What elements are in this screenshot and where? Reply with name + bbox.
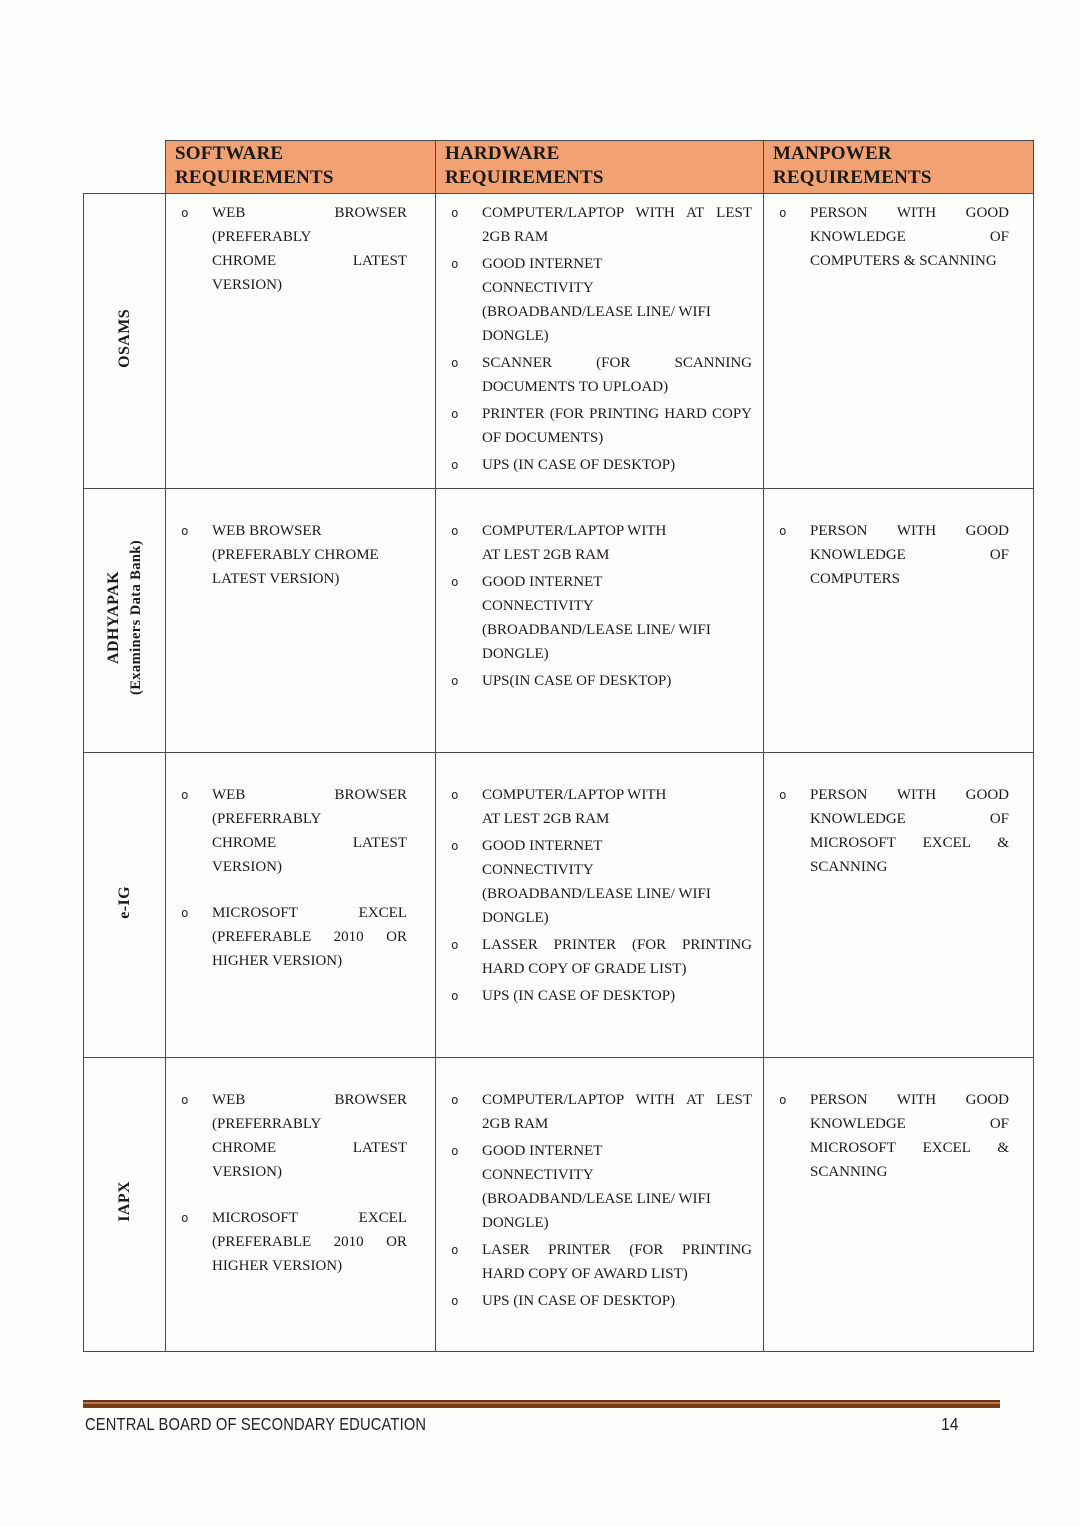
bullet-icon: o (451, 987, 459, 1003)
row-label (102, 540, 148, 695)
text-line: (BROADBAND/LEASE LINE/ WIFI (482, 885, 711, 902)
bullet-icon: o (451, 672, 459, 688)
corner-cell (84, 141, 166, 194)
requirements-table (83, 140, 1034, 1352)
text-line: GOOD INTERNET (482, 837, 603, 854)
text-line: PERSON WITH GOOD KNOWLEDGE OF MICROSOFT EXCEL & SCANNING (810, 786, 1009, 875)
text-line: COMPUTER/LAPTOP WITH AT LEST 2GB RAM (482, 1091, 752, 1132)
table-row-osams (84, 193, 1034, 488)
bullet-item (448, 252, 753, 348)
bullet-item (448, 1139, 753, 1235)
bullet-text (482, 1289, 753, 1313)
text-line: SCANNER (FOR SCANNING DOCUMENTS TO UPLOAD) (482, 354, 752, 395)
table-row-e-ig (84, 752, 1034, 1057)
text-line: MICROSOFT EXCEL (PREFERABLE 2010 OR HIGHER VERSION) (212, 1209, 407, 1274)
bullet-item (448, 1289, 753, 1313)
bullet-text (482, 201, 753, 249)
text-line: WEB BROWSER (212, 786, 407, 803)
manpower-cell (764, 1057, 1034, 1351)
text-line: DONGLE) (482, 327, 549, 344)
row-label-cell (84, 488, 166, 752)
text-line: REQUIREMENTS (175, 167, 334, 189)
bullet-icon: o (779, 1091, 787, 1107)
text-line: REQUIREMENTS (773, 167, 932, 189)
bullet-text (482, 453, 753, 477)
bullet-item (448, 519, 753, 567)
row-label-cell (84, 752, 166, 1057)
bullet-icon: o (451, 1091, 459, 1107)
bullet-text (212, 1088, 425, 1184)
bullet-text (482, 351, 753, 399)
bullet-icon: o (451, 354, 459, 370)
column-header-manpower (764, 141, 1034, 194)
text-line: LATEST VERSION) (212, 570, 340, 587)
text-line: (PREFERRABLY (212, 1115, 322, 1132)
bullet-text (212, 1206, 425, 1278)
bullet-item (448, 402, 753, 450)
bullet-item (178, 201, 425, 297)
table-header-row (84, 141, 1034, 194)
bullet-text (482, 669, 753, 693)
text-line: WEB BROWSER (212, 522, 322, 539)
bullet-icon: o (451, 456, 459, 472)
text-line: PERSON WITH GOOD KNOWLEDGE OF COMPUTERS & SCANNING (810, 204, 1009, 269)
bullet-text (810, 1088, 1023, 1184)
row-label-text: ADHYAPAK (104, 571, 122, 665)
bullet-item (448, 1238, 753, 1286)
text-line: CONNECTIVITY (482, 279, 594, 296)
bullet-item (448, 351, 753, 399)
bullet-text (482, 834, 753, 930)
bullet-item (776, 201, 1023, 273)
bullet-item (448, 783, 753, 831)
bullet-text (482, 1139, 753, 1235)
bullet-item (448, 834, 753, 930)
bullet-icon: o (181, 522, 189, 538)
bullet-item (448, 453, 753, 477)
bullet-text (482, 570, 753, 666)
hardware-cell (436, 752, 764, 1057)
text-line: CHROME LATEST (212, 834, 407, 851)
hardware-cell (436, 488, 764, 752)
bullet-icon: o (451, 936, 459, 952)
row-label (113, 309, 137, 368)
bullet-text (482, 1238, 753, 1286)
software-cell (166, 752, 436, 1057)
table-row-adhyapak (84, 488, 1034, 752)
column-header-software (166, 141, 436, 194)
row-label (113, 886, 137, 919)
text-line: MICROSOFT EXCEL (PREFERABLE 2010 OR HIGHER VERSION) (212, 904, 407, 969)
text-line: (PREFERABLY CHROME (212, 546, 379, 563)
bullet-text (810, 201, 1023, 273)
bullet-icon: o (779, 204, 787, 220)
row-label-cell (84, 1057, 166, 1351)
software-cell (166, 1057, 436, 1351)
text-line: DONGLE) (482, 909, 549, 926)
text-line: (BROADBAND/LEASE LINE/ WIFI (482, 621, 711, 638)
footer-text-row (83, 1414, 1000, 1436)
bullet-item (448, 201, 753, 249)
bullet-item (178, 783, 425, 879)
bullet-item (448, 984, 753, 1008)
text-line: DONGLE) (482, 1214, 549, 1231)
text-line: CONNECTIVITY (482, 1166, 594, 1183)
bullet-text (810, 783, 1023, 879)
bullet-icon: o (181, 1209, 189, 1225)
text-line: VERSION) (212, 1163, 282, 1180)
bullet-item (448, 933, 753, 981)
text-line: AT LEST 2GB RAM (482, 546, 610, 563)
text-line: COMPUTER/LAPTOP WITH (482, 786, 667, 803)
text-line: GOOD INTERNET (482, 1142, 603, 1159)
bullet-icon: o (451, 573, 459, 589)
bullet-icon: o (451, 522, 459, 538)
row-label-text: IAPX (115, 1181, 133, 1222)
row-label-text: OSAMS (115, 308, 133, 368)
manpower-cell (764, 193, 1034, 488)
text-line: DONGLE) (482, 645, 549, 662)
table-body (84, 193, 1034, 1351)
text-line: CHROME LATEST (212, 252, 407, 269)
bullet-text (482, 402, 753, 450)
bullet-text (482, 252, 753, 348)
bullet-icon: o (181, 786, 189, 802)
text-line: COMPUTER/LAPTOP WITH (482, 522, 667, 539)
text-line: UPS(IN CASE OF DESKTOP) (482, 672, 672, 689)
software-cell (166, 193, 436, 488)
bullet-text (482, 519, 753, 567)
bullet-icon: o (181, 904, 189, 920)
text-line: MANPOWER (773, 143, 892, 164)
bullet-text (482, 1088, 753, 1136)
text-line: PERSON WITH GOOD KNOWLEDGE OF MICROSOFT EXCEL & SCANNING (810, 1091, 1009, 1180)
bullet-text (212, 201, 425, 297)
column-header-hardware (436, 141, 764, 194)
row-label (113, 1181, 137, 1222)
bullet-item (178, 1206, 425, 1278)
bullet-text (482, 984, 753, 1008)
bullet-icon: o (779, 786, 787, 802)
row-sublabel-text: (Examiners Data Bank) (127, 540, 144, 696)
bullet-text (212, 901, 425, 973)
text-line: PRINTER (FOR PRINTING HARD COPY OF DOCUMENTS) (482, 405, 752, 446)
row-label-text: e-IG (115, 885, 133, 919)
software-cell (166, 488, 436, 752)
bullet-item (178, 901, 425, 973)
text-line: GOOD INTERNET (482, 573, 603, 590)
bullet-item (448, 1088, 753, 1136)
bullet-icon: o (181, 1091, 189, 1107)
text-line: COMPUTER/LAPTOP WITH AT LEST 2GB RAM (482, 204, 752, 245)
page-footer (83, 1400, 1000, 1436)
text-line: UPS (IN CASE OF DESKTOP) (482, 987, 676, 1004)
bullet-icon: o (451, 255, 459, 271)
text-line: CHROME LATEST (212, 1139, 407, 1156)
page-number: 14 (940, 1414, 958, 1434)
text-line: REQUIREMENTS (445, 167, 604, 189)
bullet-item (448, 669, 753, 693)
bullet-icon: o (451, 1292, 459, 1308)
text-line: (PREFERABLY (212, 228, 312, 245)
footer-rule (83, 1400, 1000, 1408)
hardware-cell (436, 193, 764, 488)
text-line: LASSER PRINTER (FOR PRINTING HARD COPY OF GRADE LIST) (482, 936, 752, 977)
bullet-item (178, 1088, 425, 1184)
text-line: VERSION) (212, 276, 282, 293)
text-line: CONNECTIVITY (482, 861, 594, 878)
bullet-text (212, 519, 425, 591)
bullet-icon: o (451, 405, 459, 421)
bullet-item (776, 1088, 1023, 1184)
bullet-item (178, 519, 425, 591)
text-line: (BROADBAND/LEASE LINE/ WIFI (482, 1190, 711, 1207)
hardware-cell (436, 1057, 764, 1351)
bullet-icon: o (451, 204, 459, 220)
text-line: VERSION) (212, 858, 282, 875)
text-line: LASER PRINTER (FOR PRINTING HARD COPY OF AWARD LIST) (482, 1241, 752, 1282)
text-line: WEB BROWSER (212, 204, 407, 221)
table-row-iapx (84, 1057, 1034, 1351)
text-line: SOFTWARE (175, 143, 284, 164)
text-line: (PREFERRABLY (212, 810, 322, 827)
bullet-text (482, 933, 753, 981)
bullet-icon: o (779, 522, 787, 538)
text-line: WEB BROWSER (212, 1091, 407, 1108)
manpower-cell (764, 488, 1034, 752)
text-line: (BROADBAND/LEASE LINE/ WIFI (482, 303, 711, 320)
text-line: HARDWARE (445, 143, 560, 164)
bullet-text (482, 783, 753, 831)
footer-title: CENTRAL BOARD OF SECONDARY EDUCATION (85, 1414, 427, 1434)
bullet-icon: o (451, 786, 459, 802)
bullet-icon: o (181, 204, 189, 220)
bullet-icon: o (451, 1142, 459, 1158)
bullet-item (448, 570, 753, 666)
bullet-text (212, 783, 425, 879)
manpower-cell (764, 752, 1034, 1057)
bullet-text (810, 519, 1023, 591)
text-line: CONNECTIVITY (482, 597, 594, 614)
bullet-item (776, 783, 1023, 879)
bullet-icon: o (451, 1241, 459, 1257)
bullet-item (776, 519, 1023, 591)
text-line: UPS (IN CASE OF DESKTOP) (482, 456, 676, 473)
text-line: GOOD INTERNET (482, 255, 603, 272)
row-label-cell (84, 193, 166, 488)
text-line: UPS (IN CASE OF DESKTOP) (482, 1292, 676, 1309)
text-line: AT LEST 2GB RAM (482, 810, 610, 827)
bullet-icon: o (451, 837, 459, 853)
text-line: PERSON WITH GOOD KNOWLEDGE OF COMPUTERS (810, 522, 1009, 587)
